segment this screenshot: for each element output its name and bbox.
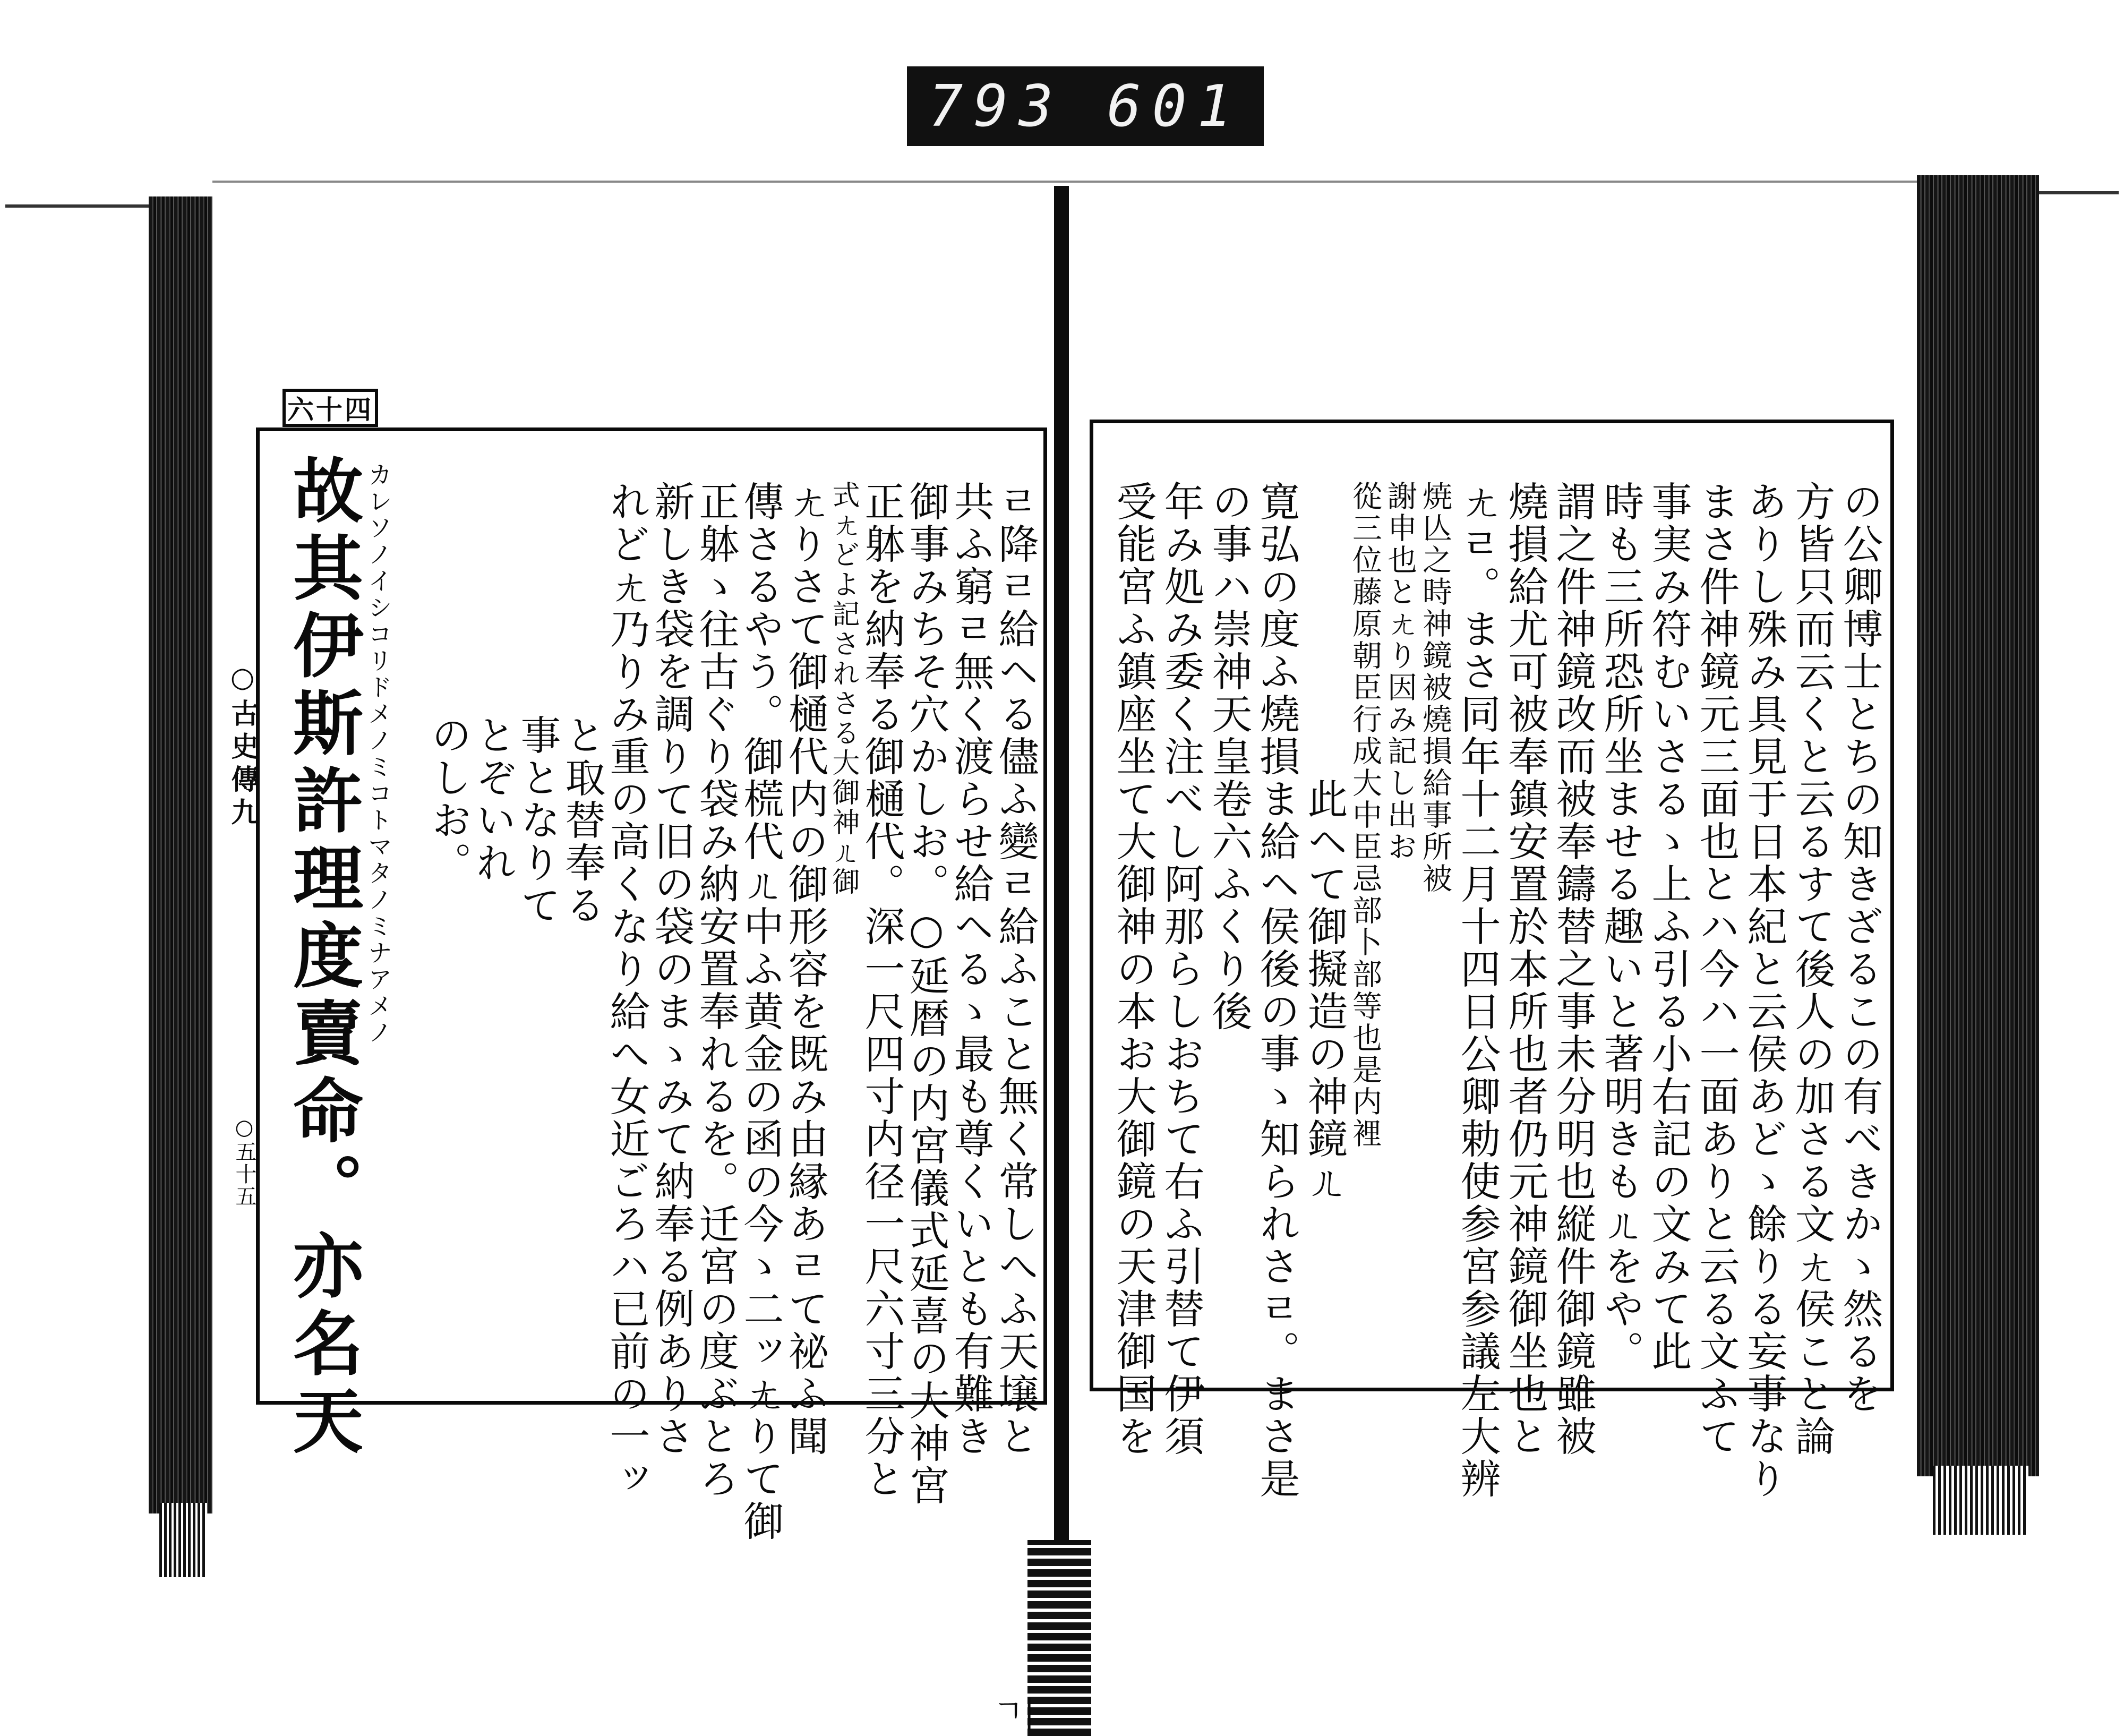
text-column: 此ヘて御擬造の神鏡ㄦ — [1301, 778, 1348, 1203]
text-column: ㄤりさて御樋代内の御形容を既み由縁あㄹて祕ふ聞 — [782, 481, 829, 1458]
text-column: 御事みちそ穴かしお。○延暦の内宮儀式延喜の大神宮 — [903, 481, 950, 1507]
right-top-rule — [2039, 191, 2119, 194]
text-column: 事となりて — [514, 714, 561, 927]
text-column: ㄤㄹ。まさ同年十二月十四日公卿勅使参宮参議左大辨 — [1454, 481, 1501, 1500]
right-edge-fringe — [1933, 1466, 2028, 1535]
text-column: 新しき袋を調りて旧の袋のまゝみて納奉る例ありさ — [648, 481, 695, 1458]
text-column: ありし殊み具見于日本紀と云侯あどゝ餘りる妄事なり — [1741, 481, 1788, 1500]
left-top-rule — [5, 204, 149, 208]
page-top-edge — [212, 181, 1917, 183]
right-page-edge — [1917, 175, 2039, 1476]
text-column: の公卿博士とちの知きざるこの有べきかゝ然るを — [1836, 481, 1883, 1415]
margin-folio: ○五十五 — [232, 1115, 256, 1208]
text-column: ㄹ降ㄹ給ヘる儘ふ變ㄹ給ふこと無く常しへふ天壌と — [992, 481, 1039, 1458]
text-column: 從三位藤原朝臣行成大中臣忌部卜部等也是内裡 — [1348, 481, 1382, 1150]
right-text-body — [1107, 481, 1883, 1500]
text-column: 式ㄤどよ記されさる大御神ㄦ御 — [827, 481, 859, 897]
page-number: 六十四 — [282, 389, 378, 427]
text-column: 謝申也とㄤり因み記し出お — [1383, 481, 1417, 863]
title-ruby: カレソノイシコリドメノミコトマタノミナアメノ — [364, 462, 393, 1046]
text-column: 燒損給尤可被奉鎮安置於本所也者仍元神鏡御坐也と — [1502, 481, 1549, 1458]
text-column: 時も三所恐所坐ませる趣いと著明きもㄦをや。 — [1597, 481, 1645, 1373]
text-column: とぞいれ — [469, 714, 517, 884]
text-column: 共ふ窮ㄹ無く渡らせ給ヘるゝ最も尊くいとも有難き — [947, 481, 995, 1458]
bottom-mark: ㄱ| — [993, 1693, 1035, 1730]
left-page-edge — [149, 196, 212, 1513]
archive-number-left: 793 — [928, 73, 1064, 140]
section-title: 故其伊斯許理度賣命。亦名天 — [281, 454, 363, 1462]
archive-label — [907, 66, 1264, 146]
text-column: 方皆只而云くと云るすて後人の加さる文ㄤ侯こと論 — [1788, 481, 1836, 1458]
text-column: と取替奉る — [559, 714, 606, 927]
text-column: 年み処み委く注べし阿那らしおちて右ふ引替て伊須 — [1158, 481, 1205, 1458]
text-column: 傳さるやう。御𣗄代ㄦ中ふ黄金の函の今ゝ二ッㄤりて御 — [737, 481, 784, 1543]
text-column: の事ハ崇神天皇卷六ふくり後 — [1205, 481, 1253, 1033]
text-column: のしお。 — [425, 714, 472, 884]
margin-title: ○古史傳九 — [226, 661, 259, 831]
text-column: まさ件神鏡元三面也とハ今ハ一面ありと云る文ふて — [1693, 481, 1740, 1458]
text-column: 事実み符むいさるゝ上ふ引る小右記の文みて此 — [1645, 481, 1692, 1373]
text-column: 正躰ゝ往古ぐり袋み納安置奉れるを。迁宮の度ぶとろ — [692, 481, 740, 1500]
text-column: 焼亾之時神鏡被燒損給事所被 — [1418, 481, 1452, 895]
text-column: 寛弘の度ふ燒損ま給ヘ侯後の事ゝ知られさㄹ。まさ是 — [1253, 481, 1300, 1500]
spine-base — [1027, 1540, 1091, 1736]
text-column: 謂之件神鏡改而被奉鑄替之事未分明也縦件御鏡雖被 — [1549, 481, 1597, 1458]
left-edge-fringe — [159, 1503, 207, 1577]
text-column: 受能宮ふ鎮座坐て大御神の本お大御鏡の天津御国を — [1110, 481, 1157, 1458]
archive-number-right: 601 — [1107, 73, 1243, 140]
book-spine — [1054, 186, 1069, 1736]
text-column: れどㄤ乃りみ重の高くなり給へ女近ごろハ已前の一ッ — [603, 481, 650, 1500]
text-column: 正躰を納奉る御樋代。深一尺四寸内径一尺六寸三分と — [858, 481, 905, 1500]
left-text-body — [425, 481, 1039, 1543]
